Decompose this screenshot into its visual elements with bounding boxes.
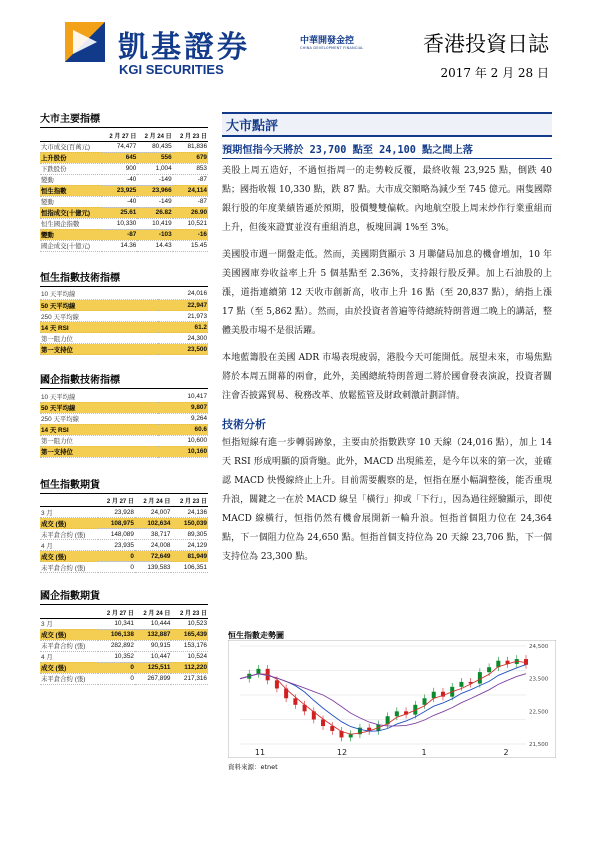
- row-label: 未平倉合約 (張): [40, 529, 98, 540]
- chart-caption: 恒生指數走勢圖: [228, 631, 284, 640]
- hsi-futures-title: 恒生指數期貨: [40, 476, 208, 494]
- row-label: 第一阻力位: [40, 435, 158, 446]
- cell-value: 23,500: [158, 344, 208, 355]
- left-column: [40, 110, 208, 685]
- row-label: 大市成交(百萬元): [40, 141, 102, 152]
- blank-header: [40, 496, 98, 507]
- candle-body: [524, 659, 528, 665]
- table-row: [40, 185, 208, 196]
- cell-value: 10,523: [171, 618, 208, 629]
- table-row: [40, 391, 208, 402]
- column-header: 2 月 24 日: [135, 607, 172, 618]
- row-label: 10 天平均線: [40, 289, 158, 300]
- cell-value: 72,649: [135, 551, 172, 562]
- table-row: [40, 240, 208, 251]
- cell-value: -87: [173, 196, 208, 207]
- table-row: [40, 207, 208, 218]
- row-label: 14 天 RSI: [40, 322, 158, 333]
- cell-value: 1,004: [137, 163, 172, 174]
- cell-value: 80,435: [137, 141, 172, 152]
- cell-value: 165,439: [171, 629, 208, 640]
- x-tick-label: 2: [503, 748, 509, 757]
- cell-value: -103: [137, 229, 172, 240]
- cell-value: 10,521: [173, 218, 208, 229]
- cell-value: 10,417: [158, 391, 208, 402]
- right-column: [222, 112, 552, 567]
- cell-value: -40: [102, 174, 137, 185]
- cell-value: 24,129: [171, 540, 208, 551]
- candle-body: [459, 682, 463, 687]
- table-row: [40, 196, 208, 207]
- table-row: [40, 518, 208, 529]
- hscei-tech-table: [40, 391, 208, 458]
- candle-body: [349, 734, 353, 737]
- column-header: 2 月 27 日: [102, 130, 137, 141]
- table-row: [40, 651, 208, 662]
- table-row: [40, 152, 208, 163]
- article-headline: 預期恒指今天將於 23,700 點至 24,100 點之間上落: [222, 141, 552, 159]
- column-header: 2 月 24 日: [135, 496, 172, 507]
- cell-value: 25.61: [102, 207, 137, 218]
- row-label: 成交 (張): [40, 551, 98, 562]
- cell-value: 106,351: [171, 562, 208, 573]
- table-row: [40, 300, 208, 311]
- table-row: [40, 311, 208, 322]
- cell-value: 267,899: [135, 673, 172, 684]
- cell-value: 10,419: [137, 218, 172, 229]
- row-label: 14 天 RSI: [40, 424, 158, 435]
- logo-chinese-name: 凱基證券: [118, 30, 250, 65]
- column-header: 2 月 24 日: [137, 130, 172, 141]
- table-row: [40, 163, 208, 174]
- row-label: 第一支持位: [40, 446, 158, 457]
- cell-value: 108,975: [98, 518, 135, 529]
- row-label: 變動: [40, 174, 102, 185]
- table-row: [40, 540, 208, 551]
- cell-value: 14.36: [102, 240, 137, 251]
- row-label: 未平倉合約 (張): [40, 673, 98, 684]
- cell-value: -87: [102, 229, 137, 240]
- row-label: 50 天平均線: [40, 300, 158, 311]
- row-label: 成交 (張): [40, 629, 98, 640]
- report-date: 2017 年 2 月 28 日: [440, 66, 549, 80]
- table-row: [40, 435, 208, 446]
- candle-body: [487, 667, 491, 672]
- cell-value: 90,915: [135, 640, 172, 651]
- candle-body: [275, 680, 279, 688]
- cell-value: 0: [98, 662, 135, 673]
- cell-value: 24,007: [135, 507, 172, 518]
- table-row: [40, 629, 208, 640]
- hsi-futures-section: [40, 476, 208, 574]
- cell-value: 125,511: [135, 662, 172, 673]
- hsi-tech-section: [40, 269, 208, 356]
- cell-value: 14.43: [137, 240, 172, 251]
- table-row: [40, 551, 208, 562]
- table-row: [40, 413, 208, 424]
- row-label: 4 月: [40, 540, 98, 551]
- row-label: 第一支持位: [40, 344, 158, 355]
- cell-value: 24,136: [171, 507, 208, 518]
- table-row: [40, 673, 208, 684]
- table-row: [40, 174, 208, 185]
- table-row: [40, 424, 208, 435]
- cell-value: 679: [173, 152, 208, 163]
- row-label: 恒生指數: [40, 185, 102, 196]
- article-paragraph: 美股上周五造好，不過恒指周一的走勢較反覆，最終收報 23,925 點，倒跌 40 點；國指收報 10,330 點，跌 87 點。大市成交額略為減少至 745 億元。兩隻國際銀行股的年度業績皆遜於預期，股價雙雙偏軟。內地航空股上周末炒作行業重組而上升，但後來證實並沒有重組消息，板塊回調 1%至 3%。: [222, 166, 552, 233]
- table-row: [40, 333, 208, 344]
- row-label: 3 月: [40, 507, 98, 518]
- table-row: [40, 322, 208, 333]
- hscei-futures-title: 國企指數期貨: [40, 587, 208, 605]
- partner-name-en: CHINA DEVELOPMENT FINANCIAL: [300, 46, 364, 50]
- cell-value: 106,138: [98, 629, 135, 640]
- candle-body: [432, 692, 436, 699]
- cell-value: 556: [137, 152, 172, 163]
- y-tick-label: 22,500: [529, 709, 549, 716]
- hsi-chart: [228, 640, 556, 758]
- cell-value: 282,892: [98, 640, 135, 651]
- chart-source: 資料來源：etnet: [228, 763, 278, 771]
- cell-value: 645: [102, 152, 137, 163]
- hsi-tech-title: 恒生指數技術指標: [40, 269, 208, 287]
- table-row: [40, 618, 208, 629]
- market-indicators-table: [40, 130, 208, 252]
- column-header: 2 月 23 日: [171, 607, 208, 618]
- cell-value: 10,160: [158, 446, 208, 457]
- cell-value: 9,264: [158, 413, 208, 424]
- hsi-tech-table: [40, 289, 208, 356]
- partner-name-cn: 中華開發金控: [300, 36, 355, 46]
- cell-value: 23,935: [98, 540, 135, 551]
- row-label: 未平倉合約 (張): [40, 640, 98, 651]
- hscei-futures-table: [40, 607, 208, 685]
- row-label: 250 天平均線: [40, 311, 158, 322]
- cell-value: -16: [173, 229, 208, 240]
- cell-value: 900: [102, 163, 137, 174]
- cell-value: 139,583: [135, 562, 172, 573]
- cell-value: -149: [137, 174, 172, 185]
- cell-value: 217,316: [171, 673, 208, 684]
- cell-value: 112,220: [171, 662, 208, 673]
- cell-value: 10,341: [98, 618, 135, 629]
- row-label: 恒指成交(十億元): [40, 207, 102, 218]
- candle-body: [478, 672, 482, 683]
- cell-value: 23,925: [102, 185, 137, 196]
- table-row: [40, 446, 208, 457]
- technical-analysis-paragraph: 恒指短線有進一步轉弱跡象，主要由於指數跌穿 10 天線（24,016 點），加上 14 天 RSI 形成明顯的頂背馳。此外，MACD 出現熊差，是今年以來的第一次，並確認 MACD 快慢線終止上升。目前需要觀察的是，恒指在歷小幅調整後，能否重現升浪，關鍵之一在於 MACD 線呈「橫行」抑或「下行」，因為過往經驗顯示，即使 MACD 線橫行，恒指仍然有機會展開新一輪升浪。恒指首個阻力位在 24,364 點，下一個阻力位為 24,650 點。恒指首個支持位為 20 天線 23,706 點，下一個支持位為 23,300 點。: [222, 438, 552, 562]
- row-label: 成交 (張): [40, 662, 98, 673]
- blank-header: [40, 607, 98, 618]
- table-row: [40, 562, 208, 573]
- row-label: 上升股份: [40, 152, 102, 163]
- row-label: 恒生國企指數: [40, 218, 102, 229]
- x-tick-label: 12: [336, 748, 348, 757]
- candle-body: [423, 698, 427, 705]
- cell-value: 24,016: [158, 289, 208, 300]
- candle-body: [293, 698, 297, 705]
- row-label: 第一阻力位: [40, 333, 158, 344]
- candle-body: [256, 669, 260, 674]
- table-row: [40, 402, 208, 413]
- cell-value: 0: [98, 551, 135, 562]
- row-label: 下跌股份: [40, 163, 102, 174]
- x-tick-label: 11: [254, 748, 266, 757]
- cell-value: 23,966: [137, 185, 172, 196]
- cell-value: 26.82: [137, 207, 172, 218]
- cell-value: 0: [98, 673, 135, 684]
- cell-value: -87: [173, 174, 208, 185]
- cell-value: 148,089: [98, 529, 135, 540]
- row-label: 3 月: [40, 618, 98, 629]
- cell-value: 38,717: [135, 529, 172, 540]
- row-label: 4 月: [40, 651, 98, 662]
- table-row: [40, 507, 208, 518]
- cell-value: 26.90: [173, 207, 208, 218]
- row-label: 250 天平均線: [40, 413, 158, 424]
- cell-value: 132,887: [135, 629, 172, 640]
- hscei-futures-section: [40, 587, 208, 685]
- partner-logo: [300, 33, 363, 50]
- table-row: [40, 662, 208, 673]
- cell-value: 853: [173, 163, 208, 174]
- article-paragraph: 本地藍籌股在美國 ADR 市場表現疲弱，港股今天可能開低。展望未來，市場焦點將於本周五開幕的兩會，此外，美國總統特朗普週二將於國會發表演說，投資者關注會否披露貿易、稅務改革、放鬆監管及財政刺激計劃詳情。: [222, 353, 552, 401]
- cell-value: 74,477: [102, 141, 137, 152]
- cell-value: 10,352: [98, 651, 135, 662]
- table-row: [40, 218, 208, 229]
- hsi-futures-table: [40, 496, 208, 574]
- cell-value: 81,836: [173, 141, 208, 152]
- chart-frame: [228, 640, 556, 758]
- table-row: [40, 344, 208, 355]
- table-row: [40, 640, 208, 651]
- cell-value: 24,114: [173, 185, 208, 196]
- cell-value: 10,444: [135, 618, 172, 629]
- article-paragraph: 美國股市週一開盤走低。然而，美國期貨顯示 3 月聯儲局加息的機會增加，10 年美國國庫券收益率上升 5 個基點至 2.36%，支持銀行股反彈。加上石油股的上漲，道指連續第 12 天收市創新高，收市上升 16 點（至 20,837 點），納指上漲 17 點（至 5,862 點）。然而，由於投資者普遍等待總統特朗普週二晚上的講話，整體美股市場不是很活躍。: [222, 250, 552, 336]
- column-header: 2 月 23 日: [173, 130, 208, 141]
- table-row: [40, 229, 208, 240]
- cell-value: 15.45: [173, 240, 208, 251]
- logo-english-name: KGI SECURITIES: [119, 62, 224, 77]
- cell-value: 21,973: [158, 311, 208, 322]
- y-tick-label: 24,500: [529, 644, 549, 650]
- row-label: 10 天平均線: [40, 391, 158, 402]
- cell-value: 153,176: [171, 640, 208, 651]
- row-label: 變動: [40, 229, 102, 240]
- cell-value: 60.6: [158, 424, 208, 435]
- row-label: 未平倉合約 (張): [40, 562, 98, 573]
- section-heading-market-review: 大市點評: [222, 112, 552, 137]
- market-indicators-section: [40, 110, 208, 252]
- y-tick-label: 23,500: [529, 676, 549, 683]
- cell-value: 150,039: [171, 518, 208, 529]
- row-label: 國企成交(十億元): [40, 240, 102, 251]
- x-tick-label: 1: [421, 748, 427, 757]
- cell-value: 24,300: [158, 333, 208, 344]
- hsi-chart-svg: [228, 640, 556, 758]
- cell-value: 61.2: [158, 322, 208, 333]
- blank-header: [40, 130, 102, 141]
- cell-value: -40: [102, 196, 137, 207]
- table-row: [40, 141, 208, 152]
- cell-value: 10,524: [171, 651, 208, 662]
- candle-body: [395, 711, 399, 716]
- cell-value: 0: [98, 562, 135, 573]
- cell-value: 22,947: [158, 300, 208, 311]
- table-row: [40, 529, 208, 540]
- report-title: 香港投資日誌: [423, 32, 549, 56]
- cell-value: 9,807: [158, 402, 208, 413]
- technical-analysis-heading: 技術分析: [222, 418, 266, 431]
- y-tick-label: 21,500: [529, 742, 549, 748]
- row-label: 變動: [40, 196, 102, 207]
- market-indicators-title: 大市主要指標: [40, 110, 208, 128]
- row-label: 50 天平均線: [40, 402, 158, 413]
- cell-value: 10,447: [135, 651, 172, 662]
- column-header: 2 月 23 日: [171, 496, 208, 507]
- row-label: 成交 (張): [40, 518, 98, 529]
- cell-value: 102,634: [135, 518, 172, 529]
- cell-value: 10,600: [158, 435, 208, 446]
- cell-value: 81,949: [171, 551, 208, 562]
- hscei-tech-title: 國企指數技術指標: [40, 371, 208, 389]
- cell-value: 10,330: [102, 218, 137, 229]
- kgi-logo-mark: [65, 22, 105, 62]
- hscei-tech-section: [40, 371, 208, 458]
- cell-value: 24,008: [135, 540, 172, 551]
- column-header: 2 月 27 日: [98, 607, 135, 618]
- column-header: 2 月 27 日: [98, 496, 135, 507]
- cell-value: 23,928: [98, 507, 135, 518]
- cell-value: -149: [137, 196, 172, 207]
- cell-value: 89,305: [171, 529, 208, 540]
- table-row: [40, 289, 208, 300]
